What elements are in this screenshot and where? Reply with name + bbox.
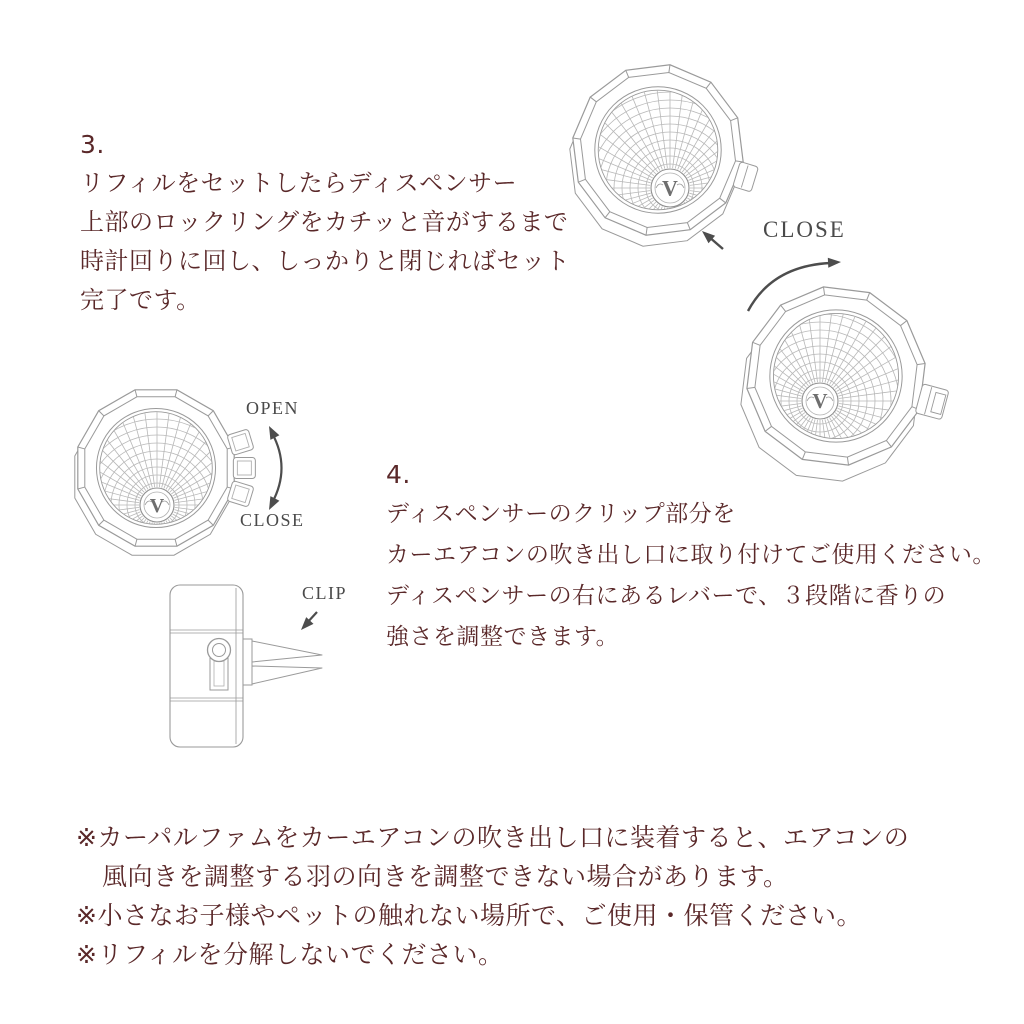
caution-line-2: ※小さなお子様やペットの触れない場所で、ご使用・保管ください。 (76, 901, 862, 930)
cautions-section (76, 818, 909, 974)
svg-text:V: V (662, 175, 678, 201)
svg-text:V: V (812, 389, 828, 414)
caution-line-1b: 風向きを調整する羽の向きを調整できない場合があります。 (102, 862, 789, 891)
step3-number: 3. (80, 130, 105, 159)
step4-section (386, 456, 996, 658)
step3-line-1: リフィルをセットしたらディスペンサー (80, 169, 518, 197)
step3-line-4: 完了です。 (80, 286, 201, 314)
caution-line-1: ※カーパルファムをカーエアコンの吹き出し口に装着すると、エアコンの (76, 823, 910, 852)
label-close-top: CLOSE (763, 217, 846, 242)
step4-line-2: カーエアコンの吹き出し口に取り付けてご使用ください。 (386, 542, 996, 568)
label-clip: CLIP (302, 583, 348, 603)
step3-section (80, 126, 570, 320)
step4-line-3: ディスペンサーの右にあるレバーで、３段階に香りの (386, 583, 947, 609)
caution-line-3: ※リフィルを分解しないでください。 (76, 940, 504, 969)
step3-line-2: 上部のロックリングをカチッと音がするまで (80, 208, 569, 236)
clip-side-view (170, 585, 322, 747)
step4-line-4: 強さを調整できます。 (386, 624, 620, 650)
step4-line-1: ディスペンサーのクリップ部分を (386, 501, 736, 527)
dispenser-lever-illustration (0, 339, 323, 671)
step4-number: 4. (386, 460, 411, 489)
step3-line-3: 時計回りに回し、しっかりと閉じればセット (80, 247, 570, 275)
svg-text:V: V (149, 494, 165, 517)
label-open: OPEN (246, 398, 300, 418)
label-close-side: CLOSE (240, 510, 305, 530)
